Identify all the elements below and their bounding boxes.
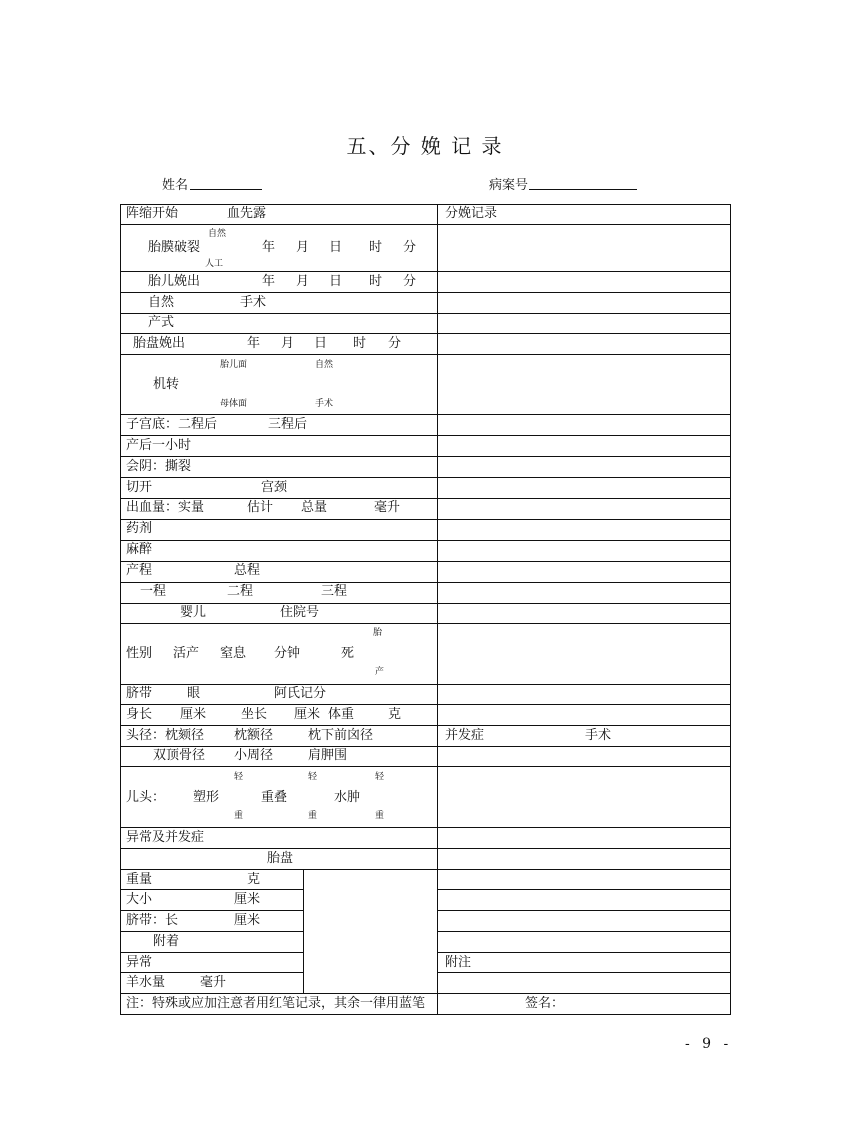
name-label: 姓名 <box>162 178 189 193</box>
hour-label: 时 <box>369 274 383 289</box>
abnormal-label: 异常 <box>126 955 153 970</box>
cm-label: 厘米 <box>234 913 261 928</box>
death-label: 死 <box>341 646 355 661</box>
cord-length-label: 脐带：长 <box>126 913 179 928</box>
minute-label: 分 <box>388 336 402 351</box>
contraction-start-label: 阵缩开始 <box>126 206 179 221</box>
hour-label: 时 <box>369 240 383 255</box>
sex-label: 性别 <box>126 646 153 661</box>
medication-label: 药剂 <box>126 521 153 536</box>
small-circumference-label: 小周径 <box>234 748 274 763</box>
fetal-face-label: 胎儿面 <box>220 360 248 370</box>
gram-label: 克 <box>388 707 402 722</box>
third-stage-after-label: 三程后 <box>268 417 308 432</box>
head-label: 儿头： <box>126 790 166 805</box>
asphyxia-label: 窒息 <box>220 646 247 661</box>
placenta-label: 胎盘 <box>267 851 294 866</box>
suboccipitobregmatic-label: 枕下前囟径 <box>308 728 374 743</box>
overlap-label: 重叠 <box>261 790 288 805</box>
note-text: 注：特殊或应加注意者用红笔记录，其余一律用蓝笔 <box>126 996 426 1011</box>
severe-small-label: 重 <box>375 811 385 821</box>
membrane-rupture-label: 胎膜破裂 <box>148 240 201 255</box>
natural-small-label: 自然 <box>208 229 227 239</box>
mild-small-label: 轻 <box>234 772 244 782</box>
surgery-small-label: 手术 <box>315 399 334 409</box>
total-course-label: 总程 <box>234 563 261 578</box>
year-label: 年 <box>247 336 261 351</box>
record-no-label: 病案号 <box>489 178 529 193</box>
ml-label: 毫升 <box>200 975 227 990</box>
molding-label: 塑形 <box>193 790 220 805</box>
uterine-fundus-label: 子宫底：二程后 <box>126 417 218 432</box>
placenta-delivery-label: 胎盘娩出 <box>133 336 186 351</box>
weight-label: 体重 <box>328 707 355 722</box>
hospital-no-label: 住院号 <box>280 605 320 620</box>
delivery-mode-label: 产式 <box>148 315 175 330</box>
natural-delivery-label: 自然 <box>148 295 175 310</box>
gram-label: 克 <box>247 872 261 887</box>
abnormal-complications-label: 异常及并发症 <box>126 830 205 845</box>
amniotic-volume-label: 羊水量 <box>126 975 166 990</box>
cord-label: 脐带 <box>126 686 153 701</box>
maternal-face-label: 母体面 <box>220 399 248 409</box>
month-label: 月 <box>296 240 310 255</box>
sitting-height-label: 坐长 <box>241 707 268 722</box>
ml-label: 毫升 <box>374 500 401 515</box>
hour-label: 时 <box>353 336 367 351</box>
cm-label: 厘米 <box>180 707 207 722</box>
page-title: 五、分 娩 记 录 <box>346 134 504 158</box>
page-number: - 9 - <box>685 1036 733 1052</box>
complications-label: 并发症 <box>445 728 485 743</box>
birth-small-label: 产 <box>375 667 385 677</box>
total-label: 总量 <box>301 500 328 515</box>
live-birth-label: 活产 <box>173 646 200 661</box>
labor-course-label: 产程 <box>126 563 153 578</box>
year-label: 年 <box>262 240 276 255</box>
show-label: 血先露 <box>227 206 267 221</box>
day-label: 日 <box>329 240 343 255</box>
natural-small-label: 自然 <box>315 360 334 370</box>
blood-loss-label: 出血量：实量 <box>126 500 205 515</box>
perineum-tear-label: 会阴：撕裂 <box>126 459 192 474</box>
placenta-weight-label: 重量 <box>126 872 153 887</box>
occipitofrontal-label: 枕额径 <box>234 728 274 743</box>
episiotomy-label: 切开 <box>126 480 153 495</box>
cm-label: 厘米 <box>234 892 261 907</box>
minutes-label: 分钟 <box>274 646 301 661</box>
anesthesia-label: 麻醉 <box>126 542 153 557</box>
fetal-delivery-label: 胎儿娩出 <box>148 274 201 289</box>
severe-small-label: 重 <box>234 811 244 821</box>
mild-small-label: 轻 <box>375 772 385 782</box>
second-stage-label: 二程 <box>227 584 254 599</box>
fetal-small-label: 胎 <box>373 628 383 638</box>
cervix-label: 宫颈 <box>261 480 288 495</box>
delivery-record-form <box>120 204 731 1015</box>
mild-small-label: 轻 <box>308 772 318 782</box>
severe-small-label: 重 <box>308 811 318 821</box>
biparietal-label: 双顶骨径 <box>153 748 206 763</box>
minute-label: 分 <box>403 240 417 255</box>
edema-label: 水肿 <box>334 790 361 805</box>
day-label: 日 <box>329 274 343 289</box>
first-stage-label: 一程 <box>140 584 167 599</box>
name-field[interactable] <box>190 188 262 190</box>
minute-label: 分 <box>403 274 417 289</box>
delivery-record-label: 分娩记录 <box>445 206 498 221</box>
head-diameter-label: 头径：枕颏径 <box>126 728 205 743</box>
attachment-label: 附着 <box>153 934 180 949</box>
mechanism-label: 机转 <box>153 377 180 392</box>
eyes-label: 眼 <box>187 686 201 701</box>
day-label: 日 <box>314 336 328 351</box>
month-label: 月 <box>281 336 295 351</box>
infant-label: 婴儿 <box>180 605 207 620</box>
postpartum-hour-label: 产后一小时 <box>126 438 192 453</box>
signature-label: 签名： <box>525 996 565 1011</box>
length-label: 身长 <box>126 707 153 722</box>
month-label: 月 <box>296 274 310 289</box>
cm-label: 厘米 <box>294 707 321 722</box>
remarks-label: 附注 <box>445 955 472 970</box>
size-label: 大小 <box>126 892 153 907</box>
shoulder-circumference-label: 肩胛围 <box>308 748 348 763</box>
third-stage-label: 三程 <box>321 584 348 599</box>
year-label: 年 <box>262 274 276 289</box>
surgery-label: 手术 <box>240 295 267 310</box>
record-no-field[interactable] <box>529 188 637 190</box>
artificial-small-label: 人工 <box>205 259 224 269</box>
estimate-label: 估计 <box>247 500 274 515</box>
apgar-label: 阿氏记分 <box>274 686 327 701</box>
surgery-right-label: 手术 <box>585 728 612 743</box>
